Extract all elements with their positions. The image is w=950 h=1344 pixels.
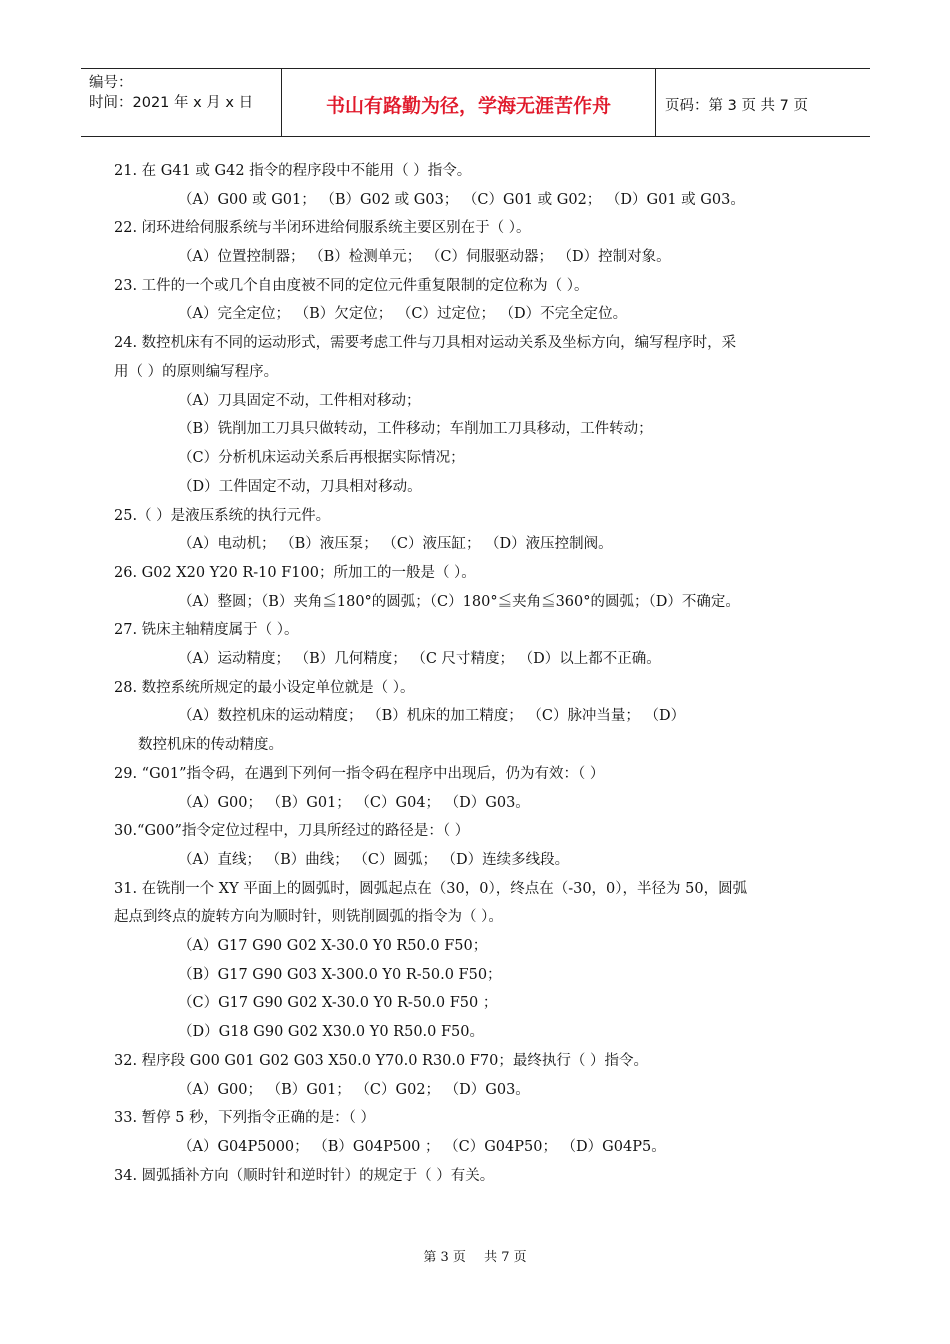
question-32: 32. 程序段 G00 G01 G02 G03 X50.0 Y70.0 R30.0 F70；最终执行（ ）指令。 bbox=[114, 1053, 648, 1069]
header-page-cell bbox=[655, 69, 870, 136]
options-21: （A）G00 或 G01； （B）G02 或 G03； （C）G01 或 G02； （D）G01 或 G03。 bbox=[178, 192, 745, 208]
option-24b: （B）铣削加工刀具只做转动，工件移动；车削加工刀具移动，工件转动； bbox=[178, 421, 653, 437]
option-24a: （A）刀具固定不动，工件相对移动； bbox=[178, 393, 421, 409]
serial-label: 编号： bbox=[89, 75, 133, 91]
question-25: 25.（ ）是液压系统的执行元件。 bbox=[114, 508, 331, 524]
question-29: 29. “G01”指令码，在遇到下列何一指令码在程序中出现后，仍为有效：（ ） bbox=[114, 766, 605, 782]
motto: 书山有路勤为径，学海无涯苦作舟 bbox=[325, 95, 611, 117]
options-27: （A）运动精度； （B）几何精度； （C 尺寸精度； （D）以上都不正确。 bbox=[178, 651, 661, 667]
question-26: 26. G02 X20 Y20 R-10 F100；所加工的一般是（ ）。 bbox=[114, 565, 476, 581]
question-34: 34. 圆弧插补方向（顺时针和逆时针）的规定于（ ）有关。 bbox=[114, 1168, 495, 1184]
header-motto-cell bbox=[281, 69, 656, 136]
options-23: （A）完全定位； （B）欠定位； （C）过定位； （D）不完全定位。 bbox=[178, 306, 628, 322]
question-30: 30.“G00”指令定位过程中，刀具所经过的路径是：（ ） bbox=[114, 823, 470, 839]
question-23: 23. 工件的一个或几个自由度被不同的定位元件重复限制的定位称为（ ）。 bbox=[114, 278, 589, 294]
option-24d: （D）工件固定不动，刀具相对移动。 bbox=[178, 479, 422, 495]
header-meta bbox=[81, 69, 281, 136]
question-31-cont: 起点到终点的旋转方向为顺时针，则铣削圆弧的指令为（ ）。 bbox=[114, 909, 503, 925]
options-28-cont: 数控机床的传动精度。 bbox=[138, 737, 283, 753]
footer-page: 第 3 页 bbox=[423, 1250, 466, 1265]
option-31d: （D）G18 G90 G02 X30.0 Y0 R50.0 F50。 bbox=[178, 1024, 485, 1040]
options-30: （A）直线； （B）曲线； （C）圆弧； （D）连续多线段。 bbox=[178, 852, 570, 868]
question-31: 31. 在铣削一个 XY 平面上的圆弧时，圆弧起点在（30，0），终点在（-30，0），半径为 50，圆弧 bbox=[114, 881, 748, 897]
question-33: 33. 暂停 5 秒，下列指令正确的是：（ ） bbox=[114, 1110, 375, 1126]
time-label: 时间：2021 年 x 月 x 日 bbox=[89, 95, 254, 111]
page-header bbox=[81, 68, 870, 137]
options-32: （A）G00； （B）G01； （C）G02； （D）G03。 bbox=[178, 1082, 530, 1098]
options-33: （A）G04P5000； （B）G04P500 ； （C）G04P50； （D）G04P5。 bbox=[178, 1139, 666, 1155]
options-25: （A）电动机； （B）液压泵； （C）液压缸； （D）液压控制阀。 bbox=[178, 536, 613, 552]
question-27: 27. 铣床主轴精度属于（ ）。 bbox=[114, 622, 299, 638]
question-21: 21. 在 G41 或 G42 指令的程序段中不能用（ ）指令。 bbox=[114, 163, 472, 179]
option-31b: （B）G17 G90 G03 X-300.0 Y0 R-50.0 F50； bbox=[178, 967, 502, 983]
page-info: 页码：第 3 页 共 7 页 bbox=[665, 98, 808, 114]
option-31a: （A）G17 G90 G02 X-30.0 Y0 R50.0 F50； bbox=[178, 938, 488, 954]
options-29: （A）G00； （B）G01； （C）G04； （D）G03。 bbox=[178, 795, 530, 811]
question-22: 22. 闭环进给伺服系统与半闭环进给伺服系统主要区别在于（ ）。 bbox=[114, 220, 531, 236]
option-31c: （C）G17 G90 G02 X-30.0 Y0 R-50.0 F50 ； bbox=[178, 995, 498, 1011]
footer-total: 共 7 页 bbox=[484, 1250, 527, 1265]
options-28: （A）数控机床的运动精度； （B）机床的加工精度； （C）脉冲当量； （D） bbox=[178, 708, 686, 724]
question-28: 28. 数控系统所规定的最小设定单位就是（ ）。 bbox=[114, 680, 415, 696]
page-footer bbox=[0, 1246, 950, 1265]
question-24-cont: 用（ ）的原则编写程序。 bbox=[114, 364, 279, 380]
question-24: 24. 数控机床有不同的运动形式，需要考虑工件与刀具相对运动关系及坐标方向，编写程序时，采 bbox=[114, 335, 737, 351]
option-24c: （C）分析机床运动关系后再根据实际情况； bbox=[178, 450, 465, 466]
options-22: （A）位置控制器； （B）检测单元； （C）伺服驱动器； （D）控制对象。 bbox=[178, 249, 671, 265]
options-26: （A）整圆；（B）夹角≦180°的圆弧；（C）180°≦夹角≦360°的圆弧；（D）不确定。 bbox=[178, 594, 740, 610]
